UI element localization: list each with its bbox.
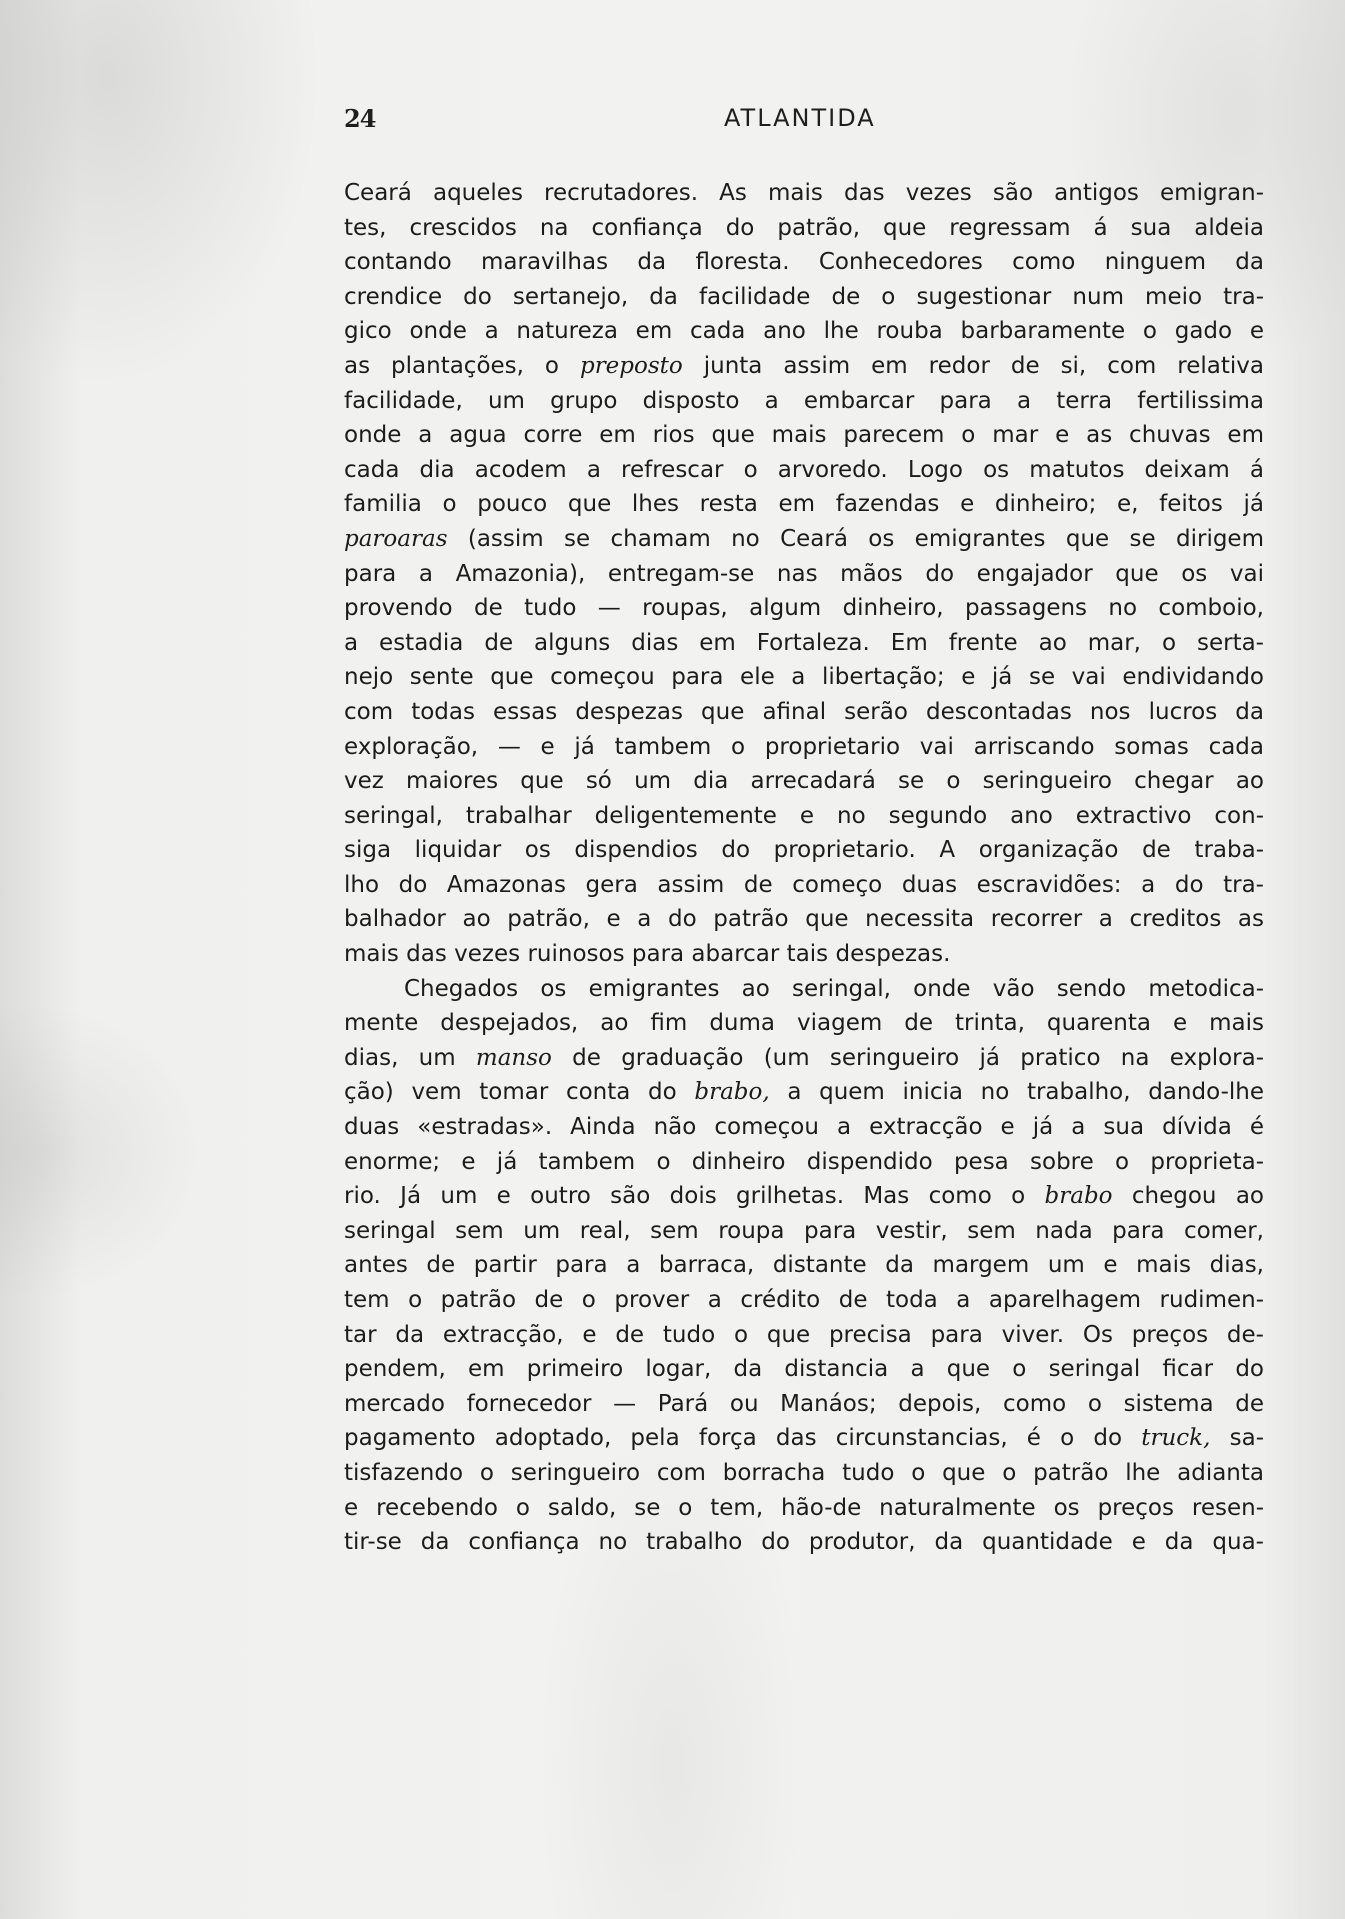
- text-line: provendo de tudo — roupas, algum dinheiro, passagens no comboio,: [344, 595, 1264, 622]
- text-line: nejo sente que começou para ele a libertação; e já se vai endividando: [344, 664, 1264, 691]
- text-line: vez maiores que só um dia arrecadará se o seringueiro chegar ao: [344, 768, 1264, 795]
- text-segment: sa-: [1210, 1425, 1264, 1452]
- text-line: tisfazendo o seringueiro com borracha tudo o que o patrão lhe adianta: [344, 1459, 1264, 1486]
- text-segment: rio. Já um e outro são dois grilhetas. Mas como o: [344, 1183, 1045, 1210]
- text-line: tes, crescidos na confiança do patrão, que regressam á sua aldeia: [344, 214, 1264, 241]
- text-line: mais das vezes ruinosos para abarcar tais despezas.: [344, 941, 951, 968]
- text-segment: (assim se chamam no Ceará os emigrantes que se dirigem: [447, 525, 1264, 552]
- text-segment: junta assim em redor de si, com relativa: [682, 352, 1264, 379]
- italic-term: preposto: [579, 352, 683, 379]
- running-head: [344, 104, 1264, 140]
- body-text: [344, 176, 1264, 1560]
- text-line: enorme; e já tambem o dinheiro dispendido pesa sobre o proprieta-: [344, 1148, 1264, 1175]
- text-line: Chegados os emigrantes ao seringal, onde vão sendo metodica-: [404, 975, 1264, 1002]
- text-segment: chegou ao: [1112, 1183, 1264, 1210]
- text-line: facilidade, um grupo disposto a embarcar para a terra fertilissima: [344, 387, 1264, 414]
- text-segment: a quem inicia no trabalho, dando-lhe: [769, 1079, 1264, 1106]
- text-line: tem o patrão de o prover a crédito de toda a aparelhagem rudimen-: [344, 1287, 1264, 1313]
- text-line: mente despejados, ao fim duma viagem de trinta, quarenta e mais: [344, 1010, 1264, 1037]
- text-line: pendem, em primeiro logar, da distancia a que o seringal ficar do: [344, 1356, 1264, 1383]
- text-line: exploração, — e já tambem o proprietario vai arriscando somas cada: [344, 733, 1264, 760]
- text-line: crendice do sertanejo, da facilidade de o sugestionar num meio tra-: [344, 283, 1264, 310]
- text-line: com todas essas despezas que afinal serão descontadas nos lucros da: [344, 698, 1264, 725]
- italic-term: brabo,: [694, 1079, 770, 1106]
- italic-term: brabo: [1044, 1183, 1113, 1210]
- text-line: mercado fornecedor — Pará ou Manáos; depois, como o sistema de: [344, 1390, 1264, 1417]
- text-line: e recebendo o saldo, se o tem, hão-de naturalmente os preços resen-: [344, 1494, 1264, 1521]
- italic-term: paroaras: [344, 525, 448, 552]
- text-line: para a Amazonia), entregam-se nas mãos do engajador que os vai: [344, 560, 1264, 587]
- text-segment: de graduação (um seringueiro já pratico na explora-: [551, 1044, 1265, 1071]
- text-line: [344, 522, 1264, 557]
- text-line: [344, 349, 1264, 384]
- text-segment: as plantações, o: [344, 352, 580, 379]
- text-line: siga liquidar os dispendios do proprietario. A organização de traba-: [344, 837, 1264, 864]
- italic-term: truck,: [1141, 1425, 1211, 1452]
- text-line: seringal sem um real, sem roupa para vestir, sem nada para comer,: [344, 1217, 1264, 1244]
- text-segment: pagamento adoptado, pela força das circunstancias, é o do: [344, 1425, 1142, 1452]
- page-number: 24: [344, 104, 376, 133]
- text-line: tar da extracção, e de tudo o que precisa para viver. Os preços de-: [344, 1321, 1264, 1348]
- text-line: cada dia acodem a refrescar o arvoredo. Logo os matutos deixam á: [344, 456, 1264, 483]
- text-line: lho do Amazonas gera assim de começo duas escravidões: a do tra-: [344, 871, 1264, 898]
- text-line: [344, 1179, 1264, 1214]
- text-line: a estadia de alguns dias em Fortaleza. Em frente ao mar, o serta-: [344, 629, 1264, 656]
- text-segment: dias, um: [344, 1044, 476, 1071]
- text-line: familia o pouco que lhes resta em fazendas e dinheiro; e, feitos já: [344, 491, 1264, 518]
- text-line: duas «estradas». Ainda não começou a extracção e já a sua dívida é: [344, 1114, 1264, 1141]
- italic-term: manso: [475, 1044, 552, 1071]
- text-line: balhador ao patrão, e a do patrão que necessita recorrer a creditos as: [344, 906, 1264, 933]
- text-line: antes de partir para a barraca, distante da margem um e mais dias,: [344, 1252, 1264, 1279]
- text-line: [344, 1421, 1264, 1456]
- text-line: [344, 1041, 1264, 1076]
- text-line: Ceará aqueles recrutadores. As mais das vezes são antigos emigran-: [344, 180, 1264, 206]
- running-title: ATLANTIDA: [724, 104, 876, 132]
- text-segment: ção) vem tomar conta do: [344, 1079, 695, 1106]
- text-line: onde a agua corre em rios que mais parecem o mar e as chuvas em: [344, 422, 1264, 449]
- text-line: seringal, trabalhar deligentemente e no segundo ano extractivo con-: [344, 802, 1264, 829]
- text-line: gico onde a natureza em cada ano lhe rouba barbaramente o gado e: [344, 318, 1264, 345]
- text-line: tir-se da confiança no trabalho do produtor, da quantidade e da qua-: [344, 1529, 1264, 1556]
- text-line: [344, 1075, 1264, 1110]
- text-line: contando maravilhas da floresta. Conhecedores como ninguem da: [344, 249, 1264, 276]
